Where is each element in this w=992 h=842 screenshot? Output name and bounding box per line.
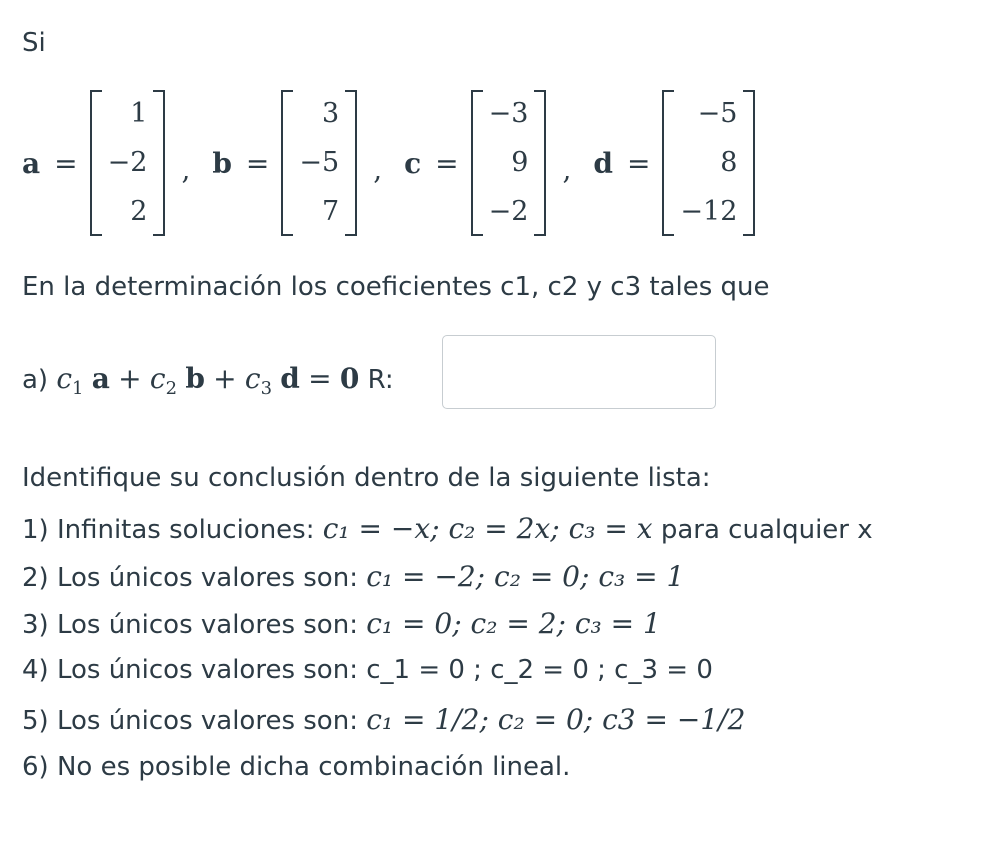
left-bracket bbox=[471, 90, 483, 236]
option-4-text: 4) Los únicos valores son: c_1 = 0 ; c_2 = 0 ; c_3 = 0 bbox=[22, 655, 713, 685]
option-5 bbox=[22, 703, 745, 736]
option-1 bbox=[22, 512, 873, 545]
right-bracket bbox=[534, 90, 546, 236]
vector-d-entry-3: −12 bbox=[680, 196, 738, 227]
answer-input[interactable] bbox=[442, 335, 716, 409]
left-bracket bbox=[662, 90, 674, 236]
vector-d-entry-1: −5 bbox=[697, 98, 738, 129]
part-a-prefix: a) bbox=[22, 365, 49, 395]
vector-c-label: c bbox=[404, 146, 422, 180]
coef-c3: c bbox=[244, 362, 261, 395]
option-3-math: c₁ = 0; c₂ = 2; c₃ = 1 bbox=[366, 607, 661, 640]
vec-d: d bbox=[280, 362, 300, 395]
part-a-equation: a) $c_1$ $a + c_2$ $b + c_3$ d = 0 R: bbox=[22, 362, 394, 399]
intro-text: Si bbox=[22, 28, 46, 58]
equals-sign: = bbox=[435, 146, 459, 180]
option-6-text: 6) No es posible dicha combinación lineal. bbox=[22, 752, 571, 782]
option-4 bbox=[22, 655, 713, 685]
vector-d-label: d bbox=[593, 146, 613, 180]
vector-c-entry-2: 9 bbox=[511, 147, 529, 178]
vector-d-entry-2: 8 bbox=[720, 147, 738, 178]
right-bracket bbox=[153, 90, 165, 236]
option-2-prefix: 2) Los únicos valores son: bbox=[22, 563, 367, 593]
vector-d-matrix bbox=[662, 90, 755, 236]
option-3 bbox=[22, 607, 661, 640]
right-bracket bbox=[345, 90, 357, 236]
vector-a-entry-3: 2 bbox=[130, 196, 148, 227]
option-1-math: c₁ = −x; c₂ = 2x; c₃ = x bbox=[322, 512, 653, 545]
option-3-prefix: 3) Los únicos valores son: bbox=[22, 610, 367, 640]
instruction-text: Identifique su conclusión dentro de la siguiente lista: bbox=[22, 463, 711, 493]
right-bracket bbox=[743, 90, 755, 236]
vector-a-entry-1: 1 bbox=[130, 98, 148, 129]
vector-c-entry-3: −2 bbox=[488, 196, 529, 227]
equals-sign: = bbox=[245, 146, 270, 180]
vector-c-entry-1: −3 bbox=[488, 98, 529, 129]
vector-b-label: b bbox=[212, 146, 232, 180]
option-1-suffix: para cualquier x bbox=[652, 515, 873, 545]
determination-text: En la determinación los coeficientes c1, c2 y c3 tales que bbox=[22, 272, 770, 302]
left-bracket bbox=[90, 90, 102, 236]
equals-sign: = bbox=[626, 146, 651, 180]
option-6 bbox=[22, 752, 570, 782]
vector-a-matrix bbox=[90, 90, 166, 236]
answer-label: R: bbox=[367, 365, 394, 395]
comma: , bbox=[562, 152, 572, 186]
coef-c2: c bbox=[149, 362, 166, 395]
vector-c-matrix bbox=[471, 90, 547, 236]
zero-vector: 0 bbox=[339, 362, 360, 395]
option-5-math: c₁ = 1/2; c₂ = 0; c3 = −1/2 bbox=[366, 703, 746, 736]
option-2 bbox=[22, 560, 684, 593]
vector-b-entry-1: 3 bbox=[322, 98, 340, 129]
option-5-prefix: 5) Los únicos valores son: bbox=[22, 706, 367, 736]
comma: , bbox=[181, 152, 191, 186]
vector-a-label: a bbox=[22, 146, 41, 180]
vector-a-entry-2: −2 bbox=[107, 147, 148, 178]
option-2-math: c₁ = −2; c₂ = 0; c₃ = 1 bbox=[366, 560, 685, 593]
coef-c1: c bbox=[56, 362, 73, 395]
vector-b-matrix bbox=[281, 90, 357, 236]
vector-b-entry-2: −5 bbox=[299, 147, 340, 178]
option-1-prefix: 1) Infinitas soluciones: bbox=[22, 515, 323, 545]
comma: , bbox=[373, 152, 383, 186]
left-bracket bbox=[281, 90, 293, 236]
vector-b-entry-3: 7 bbox=[322, 196, 340, 227]
vector-definitions bbox=[22, 88, 755, 238]
equals-sign: = bbox=[54, 146, 78, 180]
vec-b: b bbox=[185, 362, 205, 395]
vec-a: a bbox=[91, 362, 110, 395]
